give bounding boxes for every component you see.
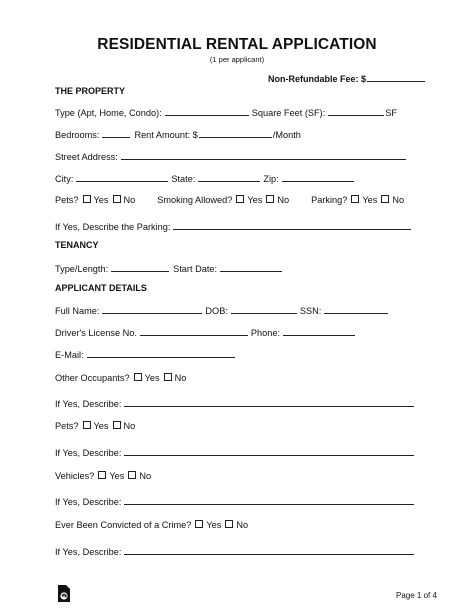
convicted-describe-label: If Yes, Describe: bbox=[55, 547, 122, 557]
dob-field[interactable] bbox=[231, 305, 297, 314]
street-address-field[interactable] bbox=[121, 151, 406, 160]
smoking-no-label: No bbox=[277, 195, 290, 205]
form-subtitle: (1 per applicant) bbox=[209, 55, 265, 64]
convicted-no-checkbox[interactable] bbox=[225, 520, 233, 528]
phone-field[interactable] bbox=[283, 327, 355, 336]
dob-label: DOB: bbox=[205, 306, 228, 316]
applicant-pets-row bbox=[55, 421, 135, 431]
street-address-label: Street Address: bbox=[55, 152, 118, 162]
describe-parking-field[interactable] bbox=[173, 221, 411, 230]
pets-yes-checkbox[interactable] bbox=[83, 195, 91, 203]
sf-unit-label: SF bbox=[385, 108, 398, 118]
bedrooms-row bbox=[55, 129, 301, 140]
fee-label: Non-Refundable Fee: $ bbox=[268, 74, 367, 84]
convicted-describe-row bbox=[55, 546, 415, 557]
parking-label: Parking? bbox=[311, 195, 348, 205]
drivers-license-field[interactable] bbox=[140, 327, 248, 336]
bedrooms-label: Bedrooms: bbox=[55, 130, 100, 140]
phone-label: Phone: bbox=[250, 328, 281, 338]
type-label: Type (Apt, Home, Condo): bbox=[55, 108, 162, 118]
section-applicant-heading: APPLICANT DETAILS bbox=[55, 283, 147, 293]
full-name-label: Full Name: bbox=[55, 306, 100, 316]
tenancy-row bbox=[55, 263, 283, 274]
fee-field[interactable] bbox=[367, 73, 425, 82]
occupants-describe-label: If Yes, Describe: bbox=[55, 399, 122, 409]
occupants-no-label: No bbox=[174, 373, 187, 383]
street-row bbox=[55, 151, 407, 162]
parking-no-checkbox[interactable] bbox=[381, 195, 389, 203]
section-property-heading: THE PROPERTY bbox=[55, 86, 126, 96]
per-month-label: /Month bbox=[272, 130, 301, 140]
convicted-row bbox=[55, 520, 248, 530]
document-logo-icon bbox=[57, 585, 71, 603]
state-field[interactable] bbox=[198, 173, 260, 182]
email-row bbox=[55, 349, 236, 360]
occupants-yes-label: Yes bbox=[144, 373, 160, 383]
describe-parking-label: If Yes, Describe the Parking: bbox=[55, 222, 171, 232]
city-row bbox=[55, 173, 355, 184]
bedrooms-field[interactable] bbox=[102, 129, 130, 138]
convicted-yes-label: Yes bbox=[206, 520, 222, 530]
zip-label: Zip: bbox=[263, 174, 279, 184]
type-length-field[interactable] bbox=[111, 263, 169, 272]
page-number: Page 1 of 4 bbox=[396, 591, 437, 600]
pets-describe-row bbox=[55, 447, 415, 458]
form-title: RESIDENTIAL RENTAL APPLICATION bbox=[97, 36, 377, 53]
applicant-pets-no-label: No bbox=[123, 421, 136, 431]
vehicles-label: Vehicles? bbox=[55, 471, 95, 481]
pets-smoking-parking-row bbox=[55, 195, 404, 205]
type-length-label: Type/Length: bbox=[55, 264, 109, 274]
convicted-describe-field[interactable] bbox=[124, 546, 414, 555]
smoking-label: Smoking Allowed? bbox=[157, 195, 233, 205]
start-date-field[interactable] bbox=[220, 263, 282, 272]
full-name-field[interactable] bbox=[102, 305, 202, 314]
vehicles-yes-checkbox[interactable] bbox=[98, 471, 106, 479]
smoking-yes-label: Yes bbox=[247, 195, 263, 205]
city-label: City: bbox=[55, 174, 74, 184]
ssn-field[interactable] bbox=[324, 305, 388, 314]
fee-row bbox=[268, 73, 426, 84]
start-date-label: Start Date: bbox=[173, 264, 218, 274]
pets-label: Pets? bbox=[55, 195, 79, 205]
applicant-pets-label: Pets? bbox=[55, 421, 79, 431]
name-dob-ssn-row bbox=[55, 305, 389, 316]
parking-yes-checkbox[interactable] bbox=[351, 195, 359, 203]
parking-yes-label: Yes bbox=[362, 195, 378, 205]
square-feet-label: Square Feet (SF): bbox=[251, 108, 326, 118]
state-label: State: bbox=[171, 174, 196, 184]
pets-yes-label: Yes bbox=[93, 195, 109, 205]
square-feet-field[interactable] bbox=[328, 107, 384, 116]
applicant-pets-yes-checkbox[interactable] bbox=[83, 421, 91, 429]
applicant-pets-yes-label: Yes bbox=[93, 421, 109, 431]
convicted-label: Ever Been Convicted of a Crime? bbox=[55, 520, 192, 530]
vehicles-describe-field[interactable] bbox=[124, 496, 414, 505]
other-occupants-row bbox=[55, 373, 186, 383]
drivers-license-label: Driver's License No. bbox=[55, 328, 137, 338]
occupants-describe-field[interactable] bbox=[124, 398, 414, 407]
rent-amount-field[interactable] bbox=[199, 129, 272, 138]
convicted-no-label: No bbox=[236, 520, 249, 530]
vehicles-no-label: No bbox=[139, 471, 152, 481]
smoking-yes-checkbox[interactable] bbox=[236, 195, 244, 203]
section-tenancy-heading: TENANCY bbox=[55, 240, 99, 250]
type-field[interactable] bbox=[165, 107, 249, 116]
pets-no-label: No bbox=[123, 195, 136, 205]
vehicles-yes-label: Yes bbox=[109, 471, 125, 481]
city-field[interactable] bbox=[76, 173, 168, 182]
type-row bbox=[55, 107, 397, 118]
other-occupants-label: Other Occupants? bbox=[55, 373, 130, 383]
zip-field[interactable] bbox=[282, 173, 354, 182]
vehicles-describe-row bbox=[55, 496, 415, 507]
rent-amount-label: Rent Amount: $ bbox=[134, 130, 198, 140]
occupants-describe-row bbox=[55, 398, 415, 409]
email-field[interactable] bbox=[87, 349, 235, 358]
pets-no-checkbox[interactable] bbox=[113, 195, 121, 203]
convicted-yes-checkbox[interactable] bbox=[195, 520, 203, 528]
pets-describe-label: If Yes, Describe: bbox=[55, 448, 122, 458]
pets-describe-field[interactable] bbox=[124, 447, 414, 456]
parking-no-label: No bbox=[392, 195, 405, 205]
vehicles-row bbox=[55, 471, 151, 481]
smoking-no-checkbox[interactable] bbox=[266, 195, 274, 203]
vehicles-describe-label: If Yes, Describe: bbox=[55, 497, 122, 507]
vehicles-no-checkbox[interactable] bbox=[128, 471, 136, 479]
ssn-label: SSN: bbox=[299, 306, 322, 316]
applicant-pets-no-checkbox[interactable] bbox=[113, 421, 121, 429]
occupants-no-checkbox[interactable] bbox=[164, 373, 172, 381]
occupants-yes-checkbox[interactable] bbox=[134, 373, 142, 381]
describe-parking-row bbox=[55, 221, 412, 232]
license-phone-row bbox=[55, 327, 356, 338]
email-label: E-Mail: bbox=[55, 350, 84, 360]
